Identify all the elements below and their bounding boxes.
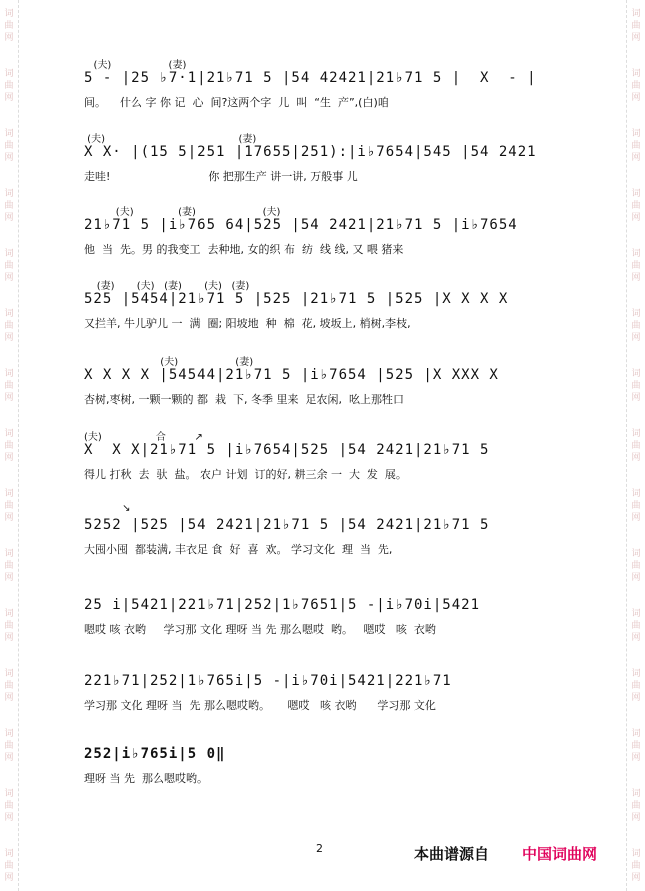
score-system: [84, 353, 574, 413]
watermark: 词曲网: [631, 489, 641, 523]
notation-line: X X X|21♭71 5 |i♭7654|525 |54 2421|21♭71 5: [84, 442, 490, 458]
watermark: 词曲网: [631, 669, 641, 703]
watermark: 词曲网: [4, 789, 14, 823]
notation-line: 525 |5454|21♭71 5 |525 |21♭71 5 |525 |X X X X: [84, 291, 509, 307]
lyrics-line: 理呀 当 先 那么嗯哎哟。: [84, 772, 208, 785]
watermark: 词曲网: [4, 9, 14, 43]
notation-line: 5252 |525 |54 2421|21♭71 5 |54 2421|21♭71 5: [84, 517, 490, 533]
score-system: [84, 428, 574, 488]
watermark: 词曲网: [4, 189, 14, 223]
watermark: 词曲网: [4, 249, 14, 283]
notation-line: 21♭71 5 |i♭765 64|525 |54 2421|21♭71 5 |i♭7654: [84, 217, 518, 233]
watermark: 词曲网: [4, 549, 14, 583]
watermark: 词曲网: [4, 489, 14, 523]
score-system: [84, 130, 574, 190]
part-markers: (夫) 合 ↗: [84, 432, 203, 443]
watermark: 词曲网: [631, 789, 641, 823]
part-markers: (妻) (夫) (妻) (夫) (妻): [84, 281, 250, 292]
lyrics-line: 间。 什么 字 你 记 心 间?这两个字 儿 叫 “生 产”,(白)咱: [84, 96, 389, 109]
watermark: 词曲网: [4, 69, 14, 103]
score-system: [84, 277, 574, 337]
watermark: 词曲网: [631, 249, 641, 283]
lyrics-line: 大囤小囤 都装满, 丰衣足 食 好 喜 欢。 学习文化 理 当 先,: [84, 543, 393, 556]
watermark: 词曲网: [4, 369, 14, 403]
watermark: 词曲网: [4, 429, 14, 463]
watermark: 词曲网: [4, 729, 14, 763]
footer-source-label: 本曲谱源自: [414, 845, 490, 863]
notation-line: X X X X |54544|21♭71 5 |i♭7654 |525 |X XXX X: [84, 367, 499, 383]
watermark: 词曲网: [631, 69, 641, 103]
watermark: 词曲网: [631, 369, 641, 403]
lyrics-line: 他 当 先。男 的我变工 去种地, 女的织 布 纺 线 线, 又 喂 猪来: [84, 243, 404, 256]
notation-line: 221♭71|252|1♭765i|5 -|i♭70i|5421|221♭71: [84, 673, 452, 689]
watermark: 词曲网: [4, 309, 14, 343]
watermark: 词曲网: [631, 729, 641, 763]
lyrics-line: 得儿 打秋 去 驮 盐。 农户 计划 订的好, 耕三余 一 大 发 展。: [84, 468, 407, 481]
lyrics-line: 嗯哎 咳 衣哟 学习那 文化 理呀 当 先 那么嗯哎 哟。 嗯哎 咳 衣哟: [84, 623, 436, 636]
part-markers: (夫) (妻): [84, 357, 254, 368]
notation-line: 25 i|5421|221♭71|252|1♭7651|5 -|i♭70i|5421: [84, 597, 481, 613]
notation-line: X X· |(15 5|251 |17655|251):|i♭7654|545 |54 2421: [84, 144, 537, 160]
lyrics-line: 又拦羊, 牛儿驴儿 一 满 圈; 阳坡地 种 棉 花, 坡坂上, 梢树,李枝,: [84, 317, 411, 330]
watermark: 词曲网: [631, 9, 641, 43]
watermark: 词曲网: [631, 609, 641, 643]
watermark: 词曲网: [631, 849, 641, 883]
score-system: [84, 56, 574, 116]
page-number: 2: [316, 842, 323, 855]
part-markers: (夫) (妻): [84, 134, 257, 145]
watermark: 词曲网: [631, 189, 641, 223]
lyrics-line: 走哇! 你 把那生产 讲一讲, 万般事 儿: [84, 170, 358, 183]
watermark: 词曲网: [631, 429, 641, 463]
watermark: 词曲网: [631, 129, 641, 163]
watermark: 词曲网: [4, 669, 14, 703]
notation-line: 252|i♭765i|5 0‖: [84, 746, 226, 762]
lyrics-line: 学习那 文化 理呀 当 先 那么嗯哎哟。 嗯哎 咳 衣哟 学习那 文化: [84, 699, 436, 712]
watermark: 词曲网: [4, 849, 14, 883]
part-markers: (夫) (妻): [84, 60, 187, 71]
part-markers: ↘: [84, 503, 131, 514]
watermark: 词曲网: [631, 309, 641, 343]
watermark: 词曲网: [4, 129, 14, 163]
score-system: [84, 659, 574, 719]
footer-site-name[interactable]: 中国词曲网: [522, 845, 598, 863]
score-system: [84, 583, 574, 643]
watermark: 词曲网: [631, 549, 641, 583]
score-system: [84, 203, 574, 263]
watermark: 词曲网: [4, 609, 14, 643]
score-system: [84, 732, 574, 792]
part-markers: (夫) (妻) (夫): [84, 207, 281, 218]
notation-line: 5 - |25 ♭7·1|21♭71 5 |54 42421|21♭71 5 | X - |: [84, 70, 537, 86]
lyrics-line: 杏树,枣树, 一颗一颗的 都 栽 下, 冬季 里来 足农闲, 吆上那牲口: [84, 393, 404, 406]
score-system: [84, 503, 574, 563]
